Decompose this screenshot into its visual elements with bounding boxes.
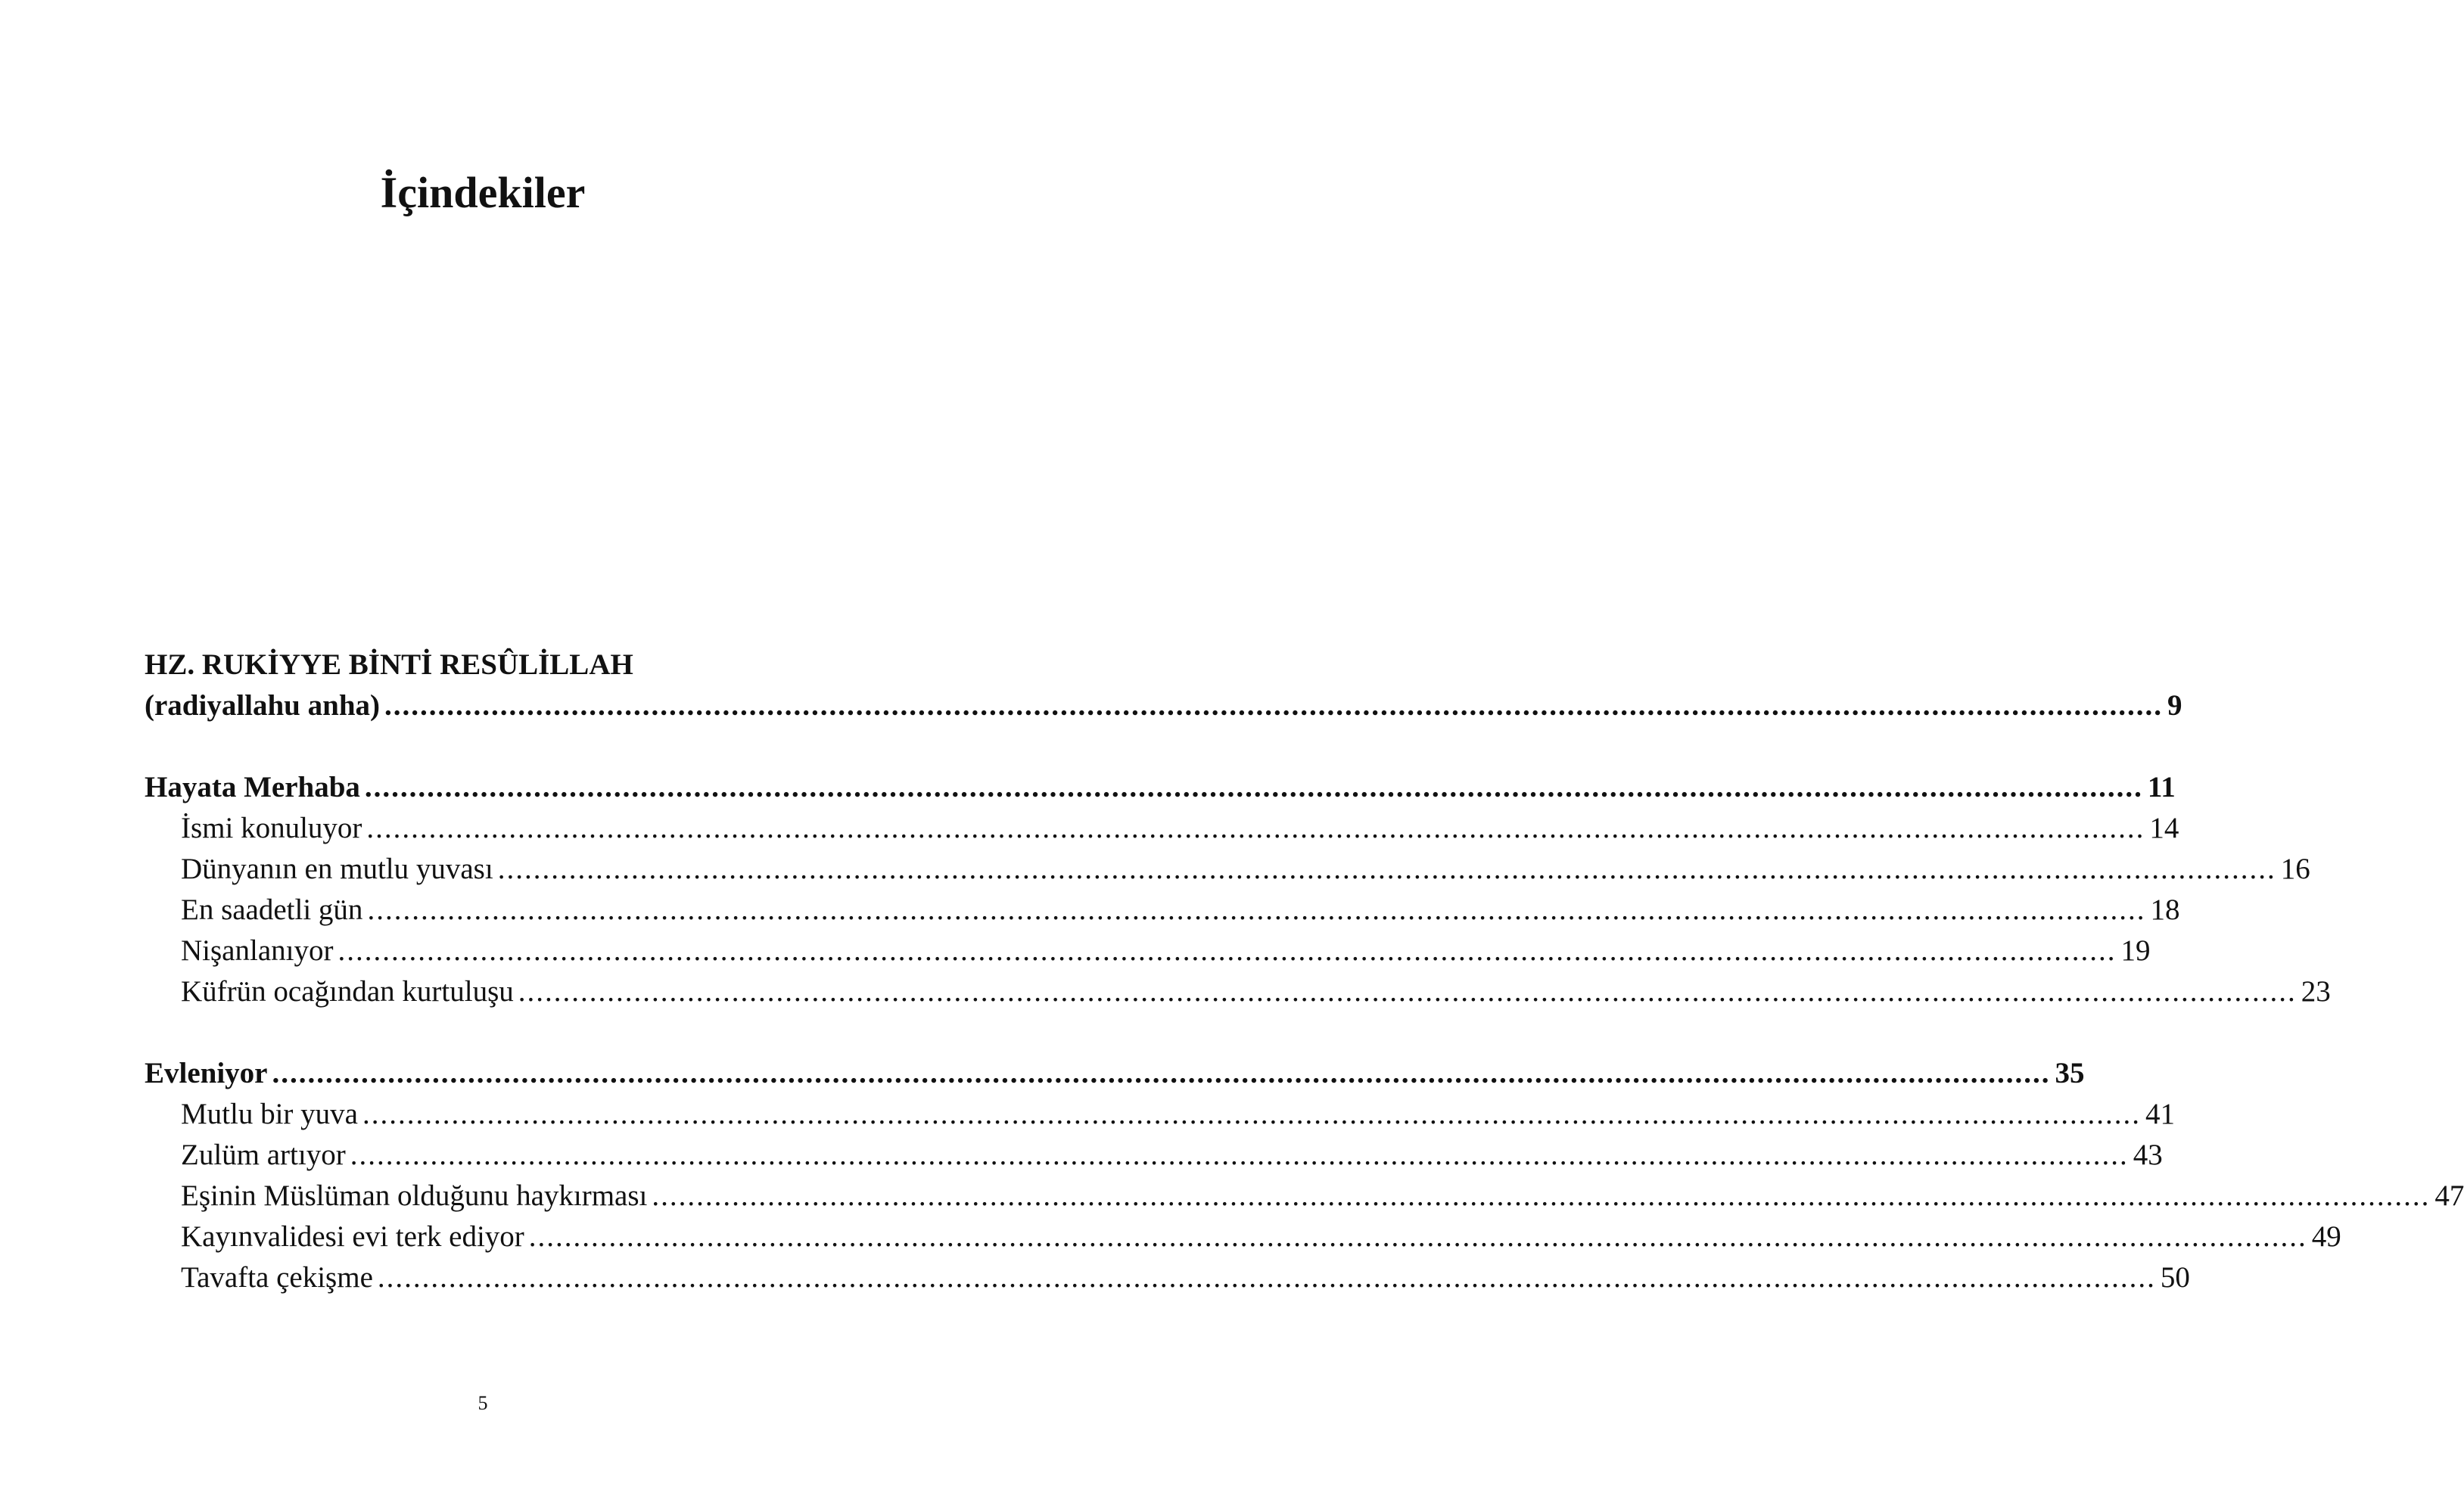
page-number: 43 <box>2133 1139 2163 1171</box>
dot-leader: ........................................................................................................................................................................................................ <box>366 812 2145 844</box>
section-title: Hayata Merhaba <box>145 771 360 803</box>
page-number: 23 <box>2301 975 2331 1008</box>
toc-item[interactable] <box>145 1094 2175 1135</box>
item-label: Küfrün ocağından kurtuluşu <box>181 975 514 1008</box>
page-number: 9 <box>2167 689 2182 722</box>
page-number: 19 <box>2120 934 2151 967</box>
toc-section-entry[interactable] <box>145 1053 2085 1094</box>
toc-item[interactable] <box>145 1217 2341 1257</box>
toc-item[interactable] <box>145 1135 2163 1176</box>
item-label: İsmi konuluyor <box>181 812 362 844</box>
toc-item[interactable] <box>145 1257 2190 1298</box>
dot-leader: ........................................................................................................................................................................................................ <box>497 853 2276 885</box>
folio-page-number: 5 <box>478 1392 488 1414</box>
item-label: Tavafta çekişme <box>181 1261 373 1294</box>
item-label: Dünyanın en mutlu yuvası <box>181 853 493 885</box>
dot-leader: ........................................................................................................................................................................................................ <box>384 689 2163 722</box>
toc-item[interactable] <box>145 971 2331 1012</box>
dot-leader: ........................................................................................................................................................................................................ <box>518 975 2297 1008</box>
toc-part-title: HZ. RUKİYYE BİNTİ RESÛLİLLAH <box>145 648 633 681</box>
page-number: 47 <box>2434 1179 2464 1212</box>
section-title: Evleniyor <box>145 1057 268 1089</box>
page-number: 18 <box>2150 893 2180 926</box>
dot-leader: ........................................................................................................................................................................................................ <box>350 1139 2129 1171</box>
toc-item[interactable] <box>145 1176 2464 1217</box>
page-number: 14 <box>2149 812 2179 844</box>
page-title: İçindekiler <box>380 168 586 217</box>
dot-leader: ........................................................................................................................................................................................................ <box>362 1098 2141 1130</box>
table-of-contents <box>145 645 2464 1298</box>
toc-part-entry[interactable] <box>145 685 2182 726</box>
item-label: Kayınvalidesi evi terk ediyor <box>181 1220 524 1253</box>
item-label: Eşinin Müslüman olduğunu haykırması <box>181 1179 648 1212</box>
toc-item[interactable] <box>145 931 2151 971</box>
dot-leader: ........................................................................................................................................................................................................ <box>272 1057 2051 1089</box>
toc-section-entry[interactable] <box>145 767 2176 808</box>
item-label: Nişanlanıyor <box>181 934 334 967</box>
page-number: 50 <box>2160 1261 2190 1294</box>
page-number: 35 <box>2055 1057 2085 1089</box>
dot-leader: ........................................................................................................................................................................................................ <box>338 934 2117 967</box>
item-label: En saadetli gün <box>181 893 363 926</box>
toc-item[interactable] <box>145 849 2310 890</box>
dot-leader: ........................................................................................................................................................................................................ <box>377 1261 2156 1294</box>
page-number: 16 <box>2280 853 2310 885</box>
page-number: 41 <box>2145 1098 2175 1130</box>
page-number: 11 <box>2147 771 2176 803</box>
toc-part-subtitle: (radiyallahu anha) <box>145 689 380 722</box>
dot-leader: ........................................................................................................................................................................................................ <box>364 771 2143 803</box>
page-number: 49 <box>2311 1220 2341 1253</box>
toc-item[interactable] <box>145 890 2180 931</box>
item-label: Mutlu bir yuva <box>181 1098 358 1130</box>
item-label: Zulüm artıyor <box>181 1139 346 1171</box>
dot-leader: ........................................................................................................................................................................................................ <box>367 893 2146 926</box>
dot-leader: ........................................................................................................................................................................................................ <box>652 1179 2431 1212</box>
dot-leader: ........................................................................................................................................................................................................ <box>528 1220 2307 1253</box>
toc-item[interactable] <box>145 808 2179 849</box>
